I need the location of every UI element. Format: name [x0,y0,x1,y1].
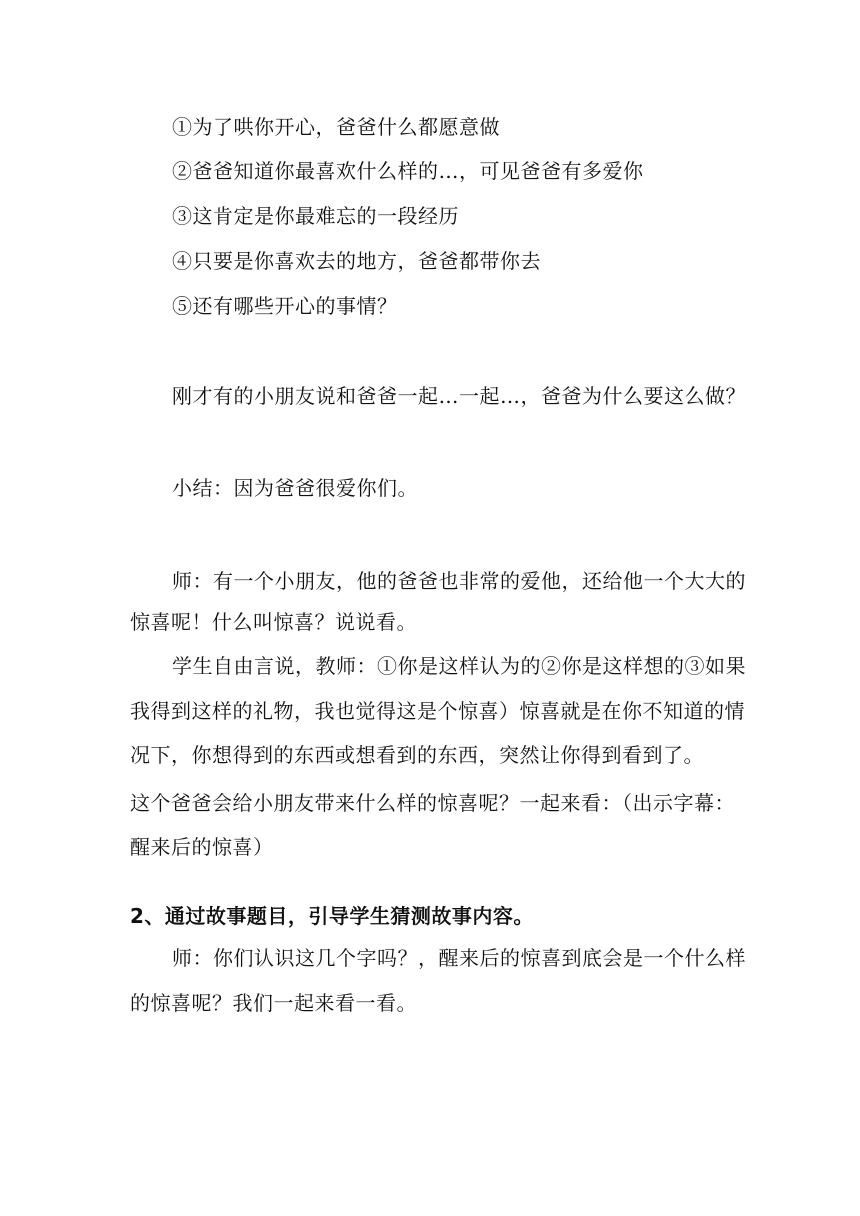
student-paragraph-line-2: 我得到这样的礼物，我也觉得这是个惊喜）惊喜就是在你不知道的情 [130,699,745,723]
list-item-2: ②爸爸知道你最喜欢什么样的…，可见爸爸有多爱你 [172,159,644,183]
summary-paragraph: 小结：因为爸爸很爱你们。 [172,476,418,500]
caption-paragraph-line-2: 醒来后的惊喜） [130,835,274,859]
list-item-1: ①为了哄你开心，爸爸什么都愿意做 [172,115,500,139]
section-heading: 2、通过故事题目，引导学生猜测故事内容。 [130,904,534,928]
list-item-4: ④只要是你喜欢去的地方，爸爸都带你去 [172,249,541,273]
student-paragraph-line-3: 况下，你想得到的东西或想看到的东西，突然让你得到看到了。 [130,743,704,767]
final-paragraph-line-1: 师：你们认识这几个字吗？，醒来后的惊喜到底会是一个什么样 [172,946,746,970]
list-item-3: ③这肯定是你最难忘的一段经历 [172,204,459,228]
student-paragraph-line-1: 学生自由言说，教师：①你是这样认为的②你是这样想的③如果 [172,654,746,678]
list-item-5: ⑤还有哪些开心的事情？ [172,294,398,318]
question-paragraph: 刚才有的小朋友说和爸爸一起…一起…，爸爸为什么要这么做？ [172,384,746,408]
teacher-paragraph-line-2: 惊喜呢！什么叫惊喜？说说看。 [130,610,417,634]
caption-paragraph-line-1: 这个爸爸会给小朋友带来什么样的惊喜呢？一起来看：（出示字幕： [130,791,735,815]
teacher-paragraph-line-1: 师：有一个小朋友，他的爸爸也非常的爱他，还给他一个大大的 [172,569,746,593]
final-paragraph-line-2: 的惊喜呢？我们一起来看一看。 [130,991,417,1015]
